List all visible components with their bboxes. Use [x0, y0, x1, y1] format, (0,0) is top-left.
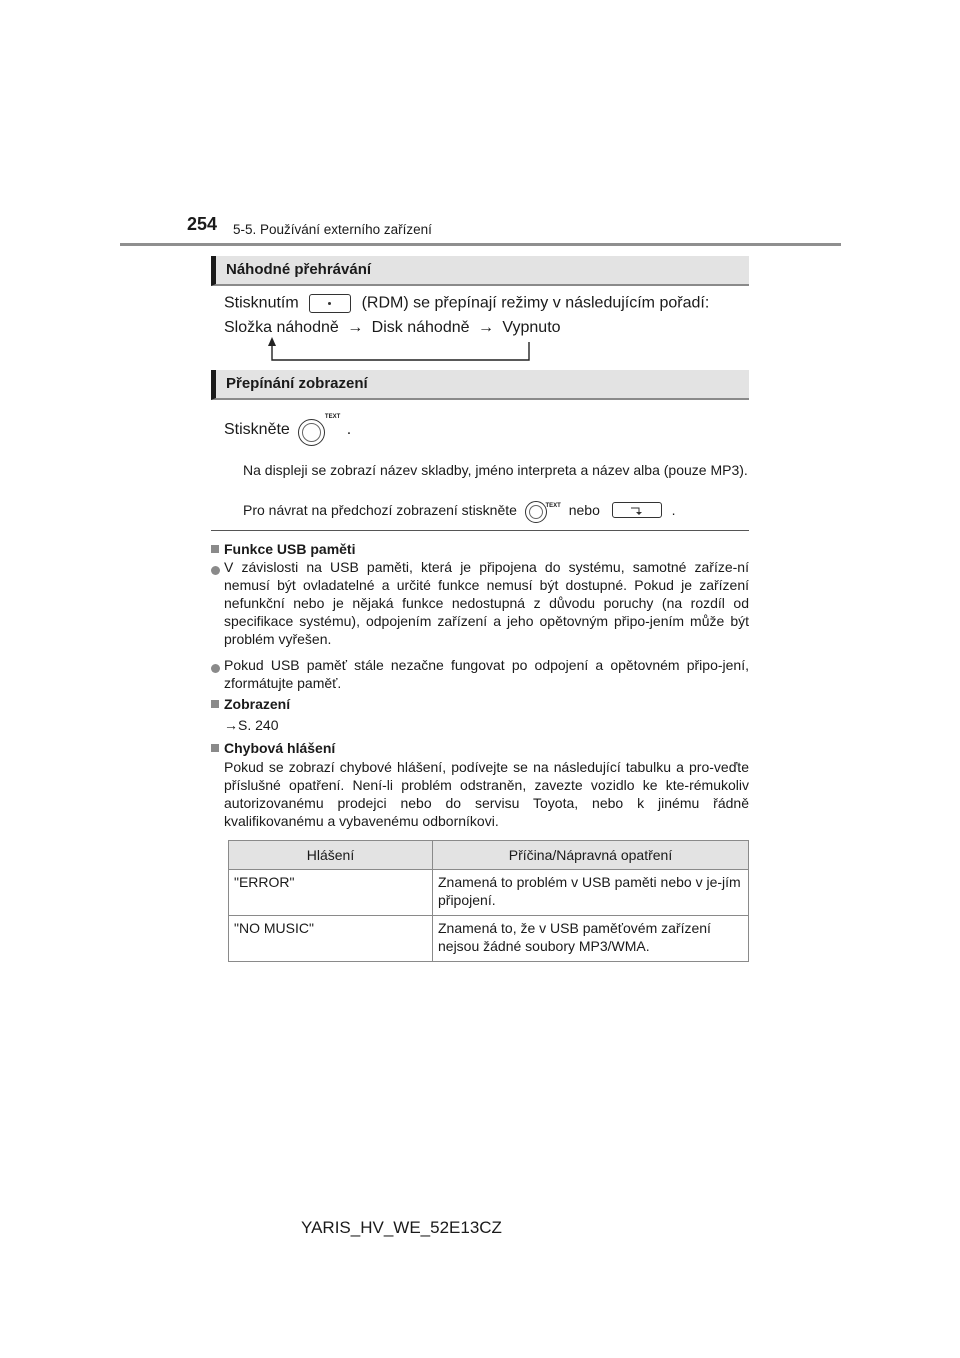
display-page-ref: →S. 240 — [224, 717, 279, 733]
usb-note-2: Pokud USB paměť stále nezačne fungovat po odpojení a opětovném připo-jení, zformátujte paměť. — [224, 657, 749, 691]
arrow-icon: → — [347, 319, 364, 336]
random-play-instruction — [224, 294, 709, 313]
display-note-2 — [243, 497, 676, 523]
table-cell-action: Znamená to, že v USB paměťovém zařízení nejsou žádné soubory MP3/WMA. — [433, 916, 749, 962]
section-heading-label: Náhodné přehrávání — [226, 261, 372, 278]
round-bullet-icon — [211, 660, 223, 678]
instruction-text: (RDM) se přepínají režimy v následujícím pořadí: — [361, 294, 710, 312]
rdm-button-icon — [309, 294, 351, 313]
table-cell-message: "ERROR" — [229, 870, 433, 916]
table-cell-action: Znamená to problém v USB paměti nebo v je-jím připojení. — [433, 870, 749, 916]
section-divider — [211, 530, 749, 531]
table-header-cell: Příčina/Nápravná opatření — [433, 841, 749, 870]
instruction-text: Stiskněte — [224, 421, 290, 438]
note-text: Pro návrat na předchozí zobrazení stiskněte — [243, 502, 517, 518]
cycle-return-arrow-icon — [262, 336, 534, 364]
error-messages-text: Pokud se zobrazí chybové hlášení, podívejte se na následující tabulku a pro-veďte příslušné opatření. Není-li problém odstraněn, zavezte vozidlo ke kte-rémukoliv autorizovanému prodejci nebo do servisu Toyota, nebo k jinému řádně kvalifikovanému a vybavenému odborníkovi. — [224, 759, 749, 829]
error-table — [228, 840, 749, 962]
back-button-icon — [612, 502, 662, 518]
error-messages-title: Chybová hlášení — [211, 739, 335, 757]
random-play-cycle — [224, 319, 561, 337]
usb-functions-title: Funkce USB paměti — [211, 540, 355, 558]
document-code: YARIS_HV_WE_52E13CZ — [301, 1218, 502, 1237]
square-bullet-icon — [211, 545, 219, 553]
cycle-item: Disk náhodně — [371, 319, 470, 336]
note-text: nebo — [568, 502, 600, 518]
usb-note-1: V závislosti na USB paměti, která je připojena do systému, samotné zaříze-ní nemusí být ovladatelné a určité funkce nemusí být dostupné. Pokud je zařízení nefunkční nebo je nějaká funkce nedostupná z důvodu poruchy (na rozdíl od specifikace systému), odpojením zařízení a jeho opětovným připo-jením může být problém vyřešen. — [224, 559, 749, 647]
page-number: 254 — [187, 214, 218, 234]
display-switch-instruction — [224, 414, 351, 446]
table-header-row — [229, 841, 749, 870]
instruction-text: . — [346, 421, 352, 438]
display-note-1: Na displeji se zobrazí název skladby, jméno interpreta a název alba (pouze MP3). — [243, 462, 748, 478]
square-bullet-icon — [211, 744, 219, 752]
table-row — [229, 870, 749, 916]
table-cell-message: "NO MUSIC" — [229, 916, 433, 962]
square-bullet-icon — [211, 700, 219, 708]
arrow-icon: → — [477, 319, 494, 336]
note-text: . — [671, 502, 676, 518]
table-header-cell: Hlášení — [229, 841, 433, 870]
instruction-text: Stisknutím — [224, 294, 299, 312]
round-bullet-icon — [211, 562, 223, 580]
text-knob-icon: TEXT — [525, 497, 561, 523]
display-title: Zobrazení — [211, 695, 290, 713]
header-rule — [120, 243, 841, 246]
cycle-item: Složka náhodně — [224, 319, 339, 336]
section-heading-display-switch — [211, 370, 749, 400]
text-knob-icon: TEXT — [298, 414, 340, 446]
section-heading-label: Přepínání zobrazení — [226, 375, 368, 392]
chapter-title: 5-5. Používání externího zařízení — [233, 222, 432, 237]
table-row — [229, 916, 749, 962]
section-heading-random-play — [211, 256, 749, 286]
cycle-item: Vypnuto — [502, 319, 561, 336]
